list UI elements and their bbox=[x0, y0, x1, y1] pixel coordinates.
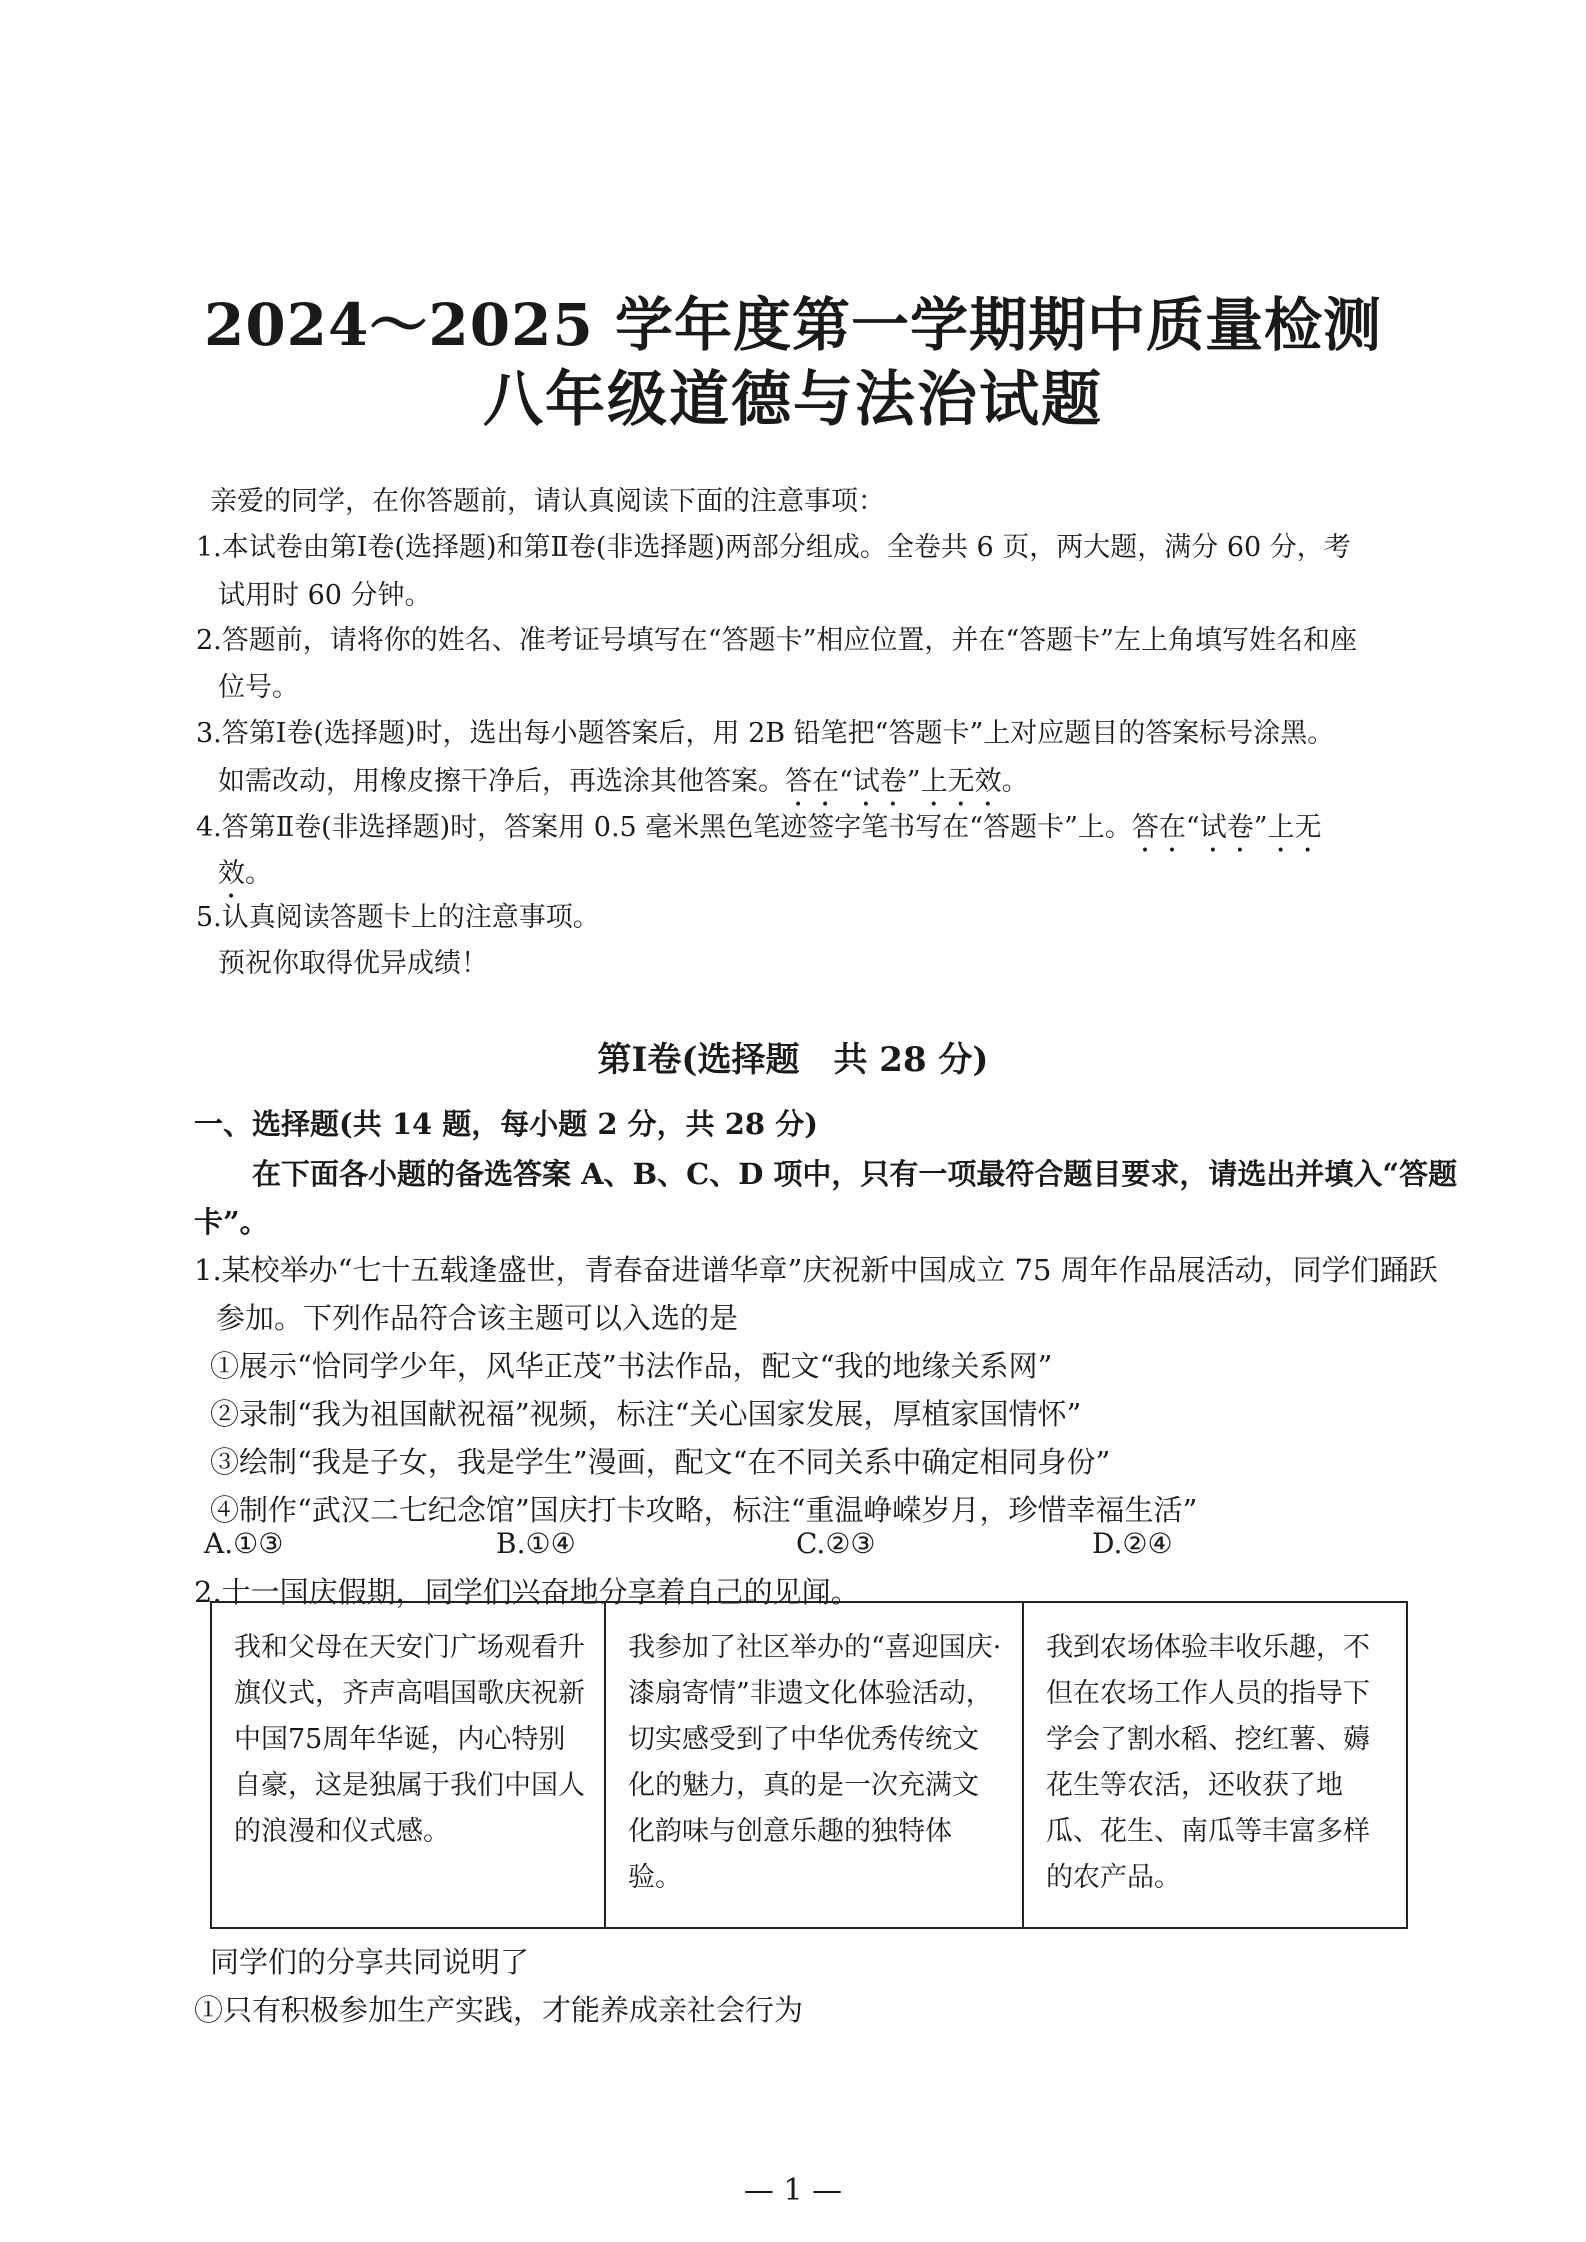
q2-share-cell-1: 我和父母在天安门广场观看升旗仪式，齐声高唱国歌庆祝新中国75周年华诞，内心特别自豪，这是独属于我们中国人的浪漫和仪式感。 bbox=[234, 1632, 585, 1847]
q1-stem: 1.某校举办“七十五载逢盛世，青春奋进谱华章”庆祝新中国成立 75 周年作品展活动，同学们踊跃 bbox=[194, 1253, 1438, 1287]
q1-statement-2: ②录制“我为祖国献祝福”视频，标注“关心国家发展，厚植家国情怀” bbox=[210, 1397, 1082, 1431]
q2-share-cell-2: 我参加了社区举办的“喜迎国庆·漆扇寄情”非遗文化体验活动，切实感受到了中华优秀传统文化的魅力，真的是一次充满文化韵味与创意乐趣的独特体验。 bbox=[604, 1603, 1022, 1927]
notice-item-4 bbox=[196, 812, 1322, 859]
exam-title: 2024～2025 学年度第一学期期中质量检测 bbox=[203, 291, 1383, 359]
notice-wish: 预祝你取得优异成绩！ bbox=[218, 948, 488, 979]
notice-item-3-emphasis: 答在“试卷”上无效。 bbox=[785, 766, 1029, 797]
q1-statement-4: ④制作“武汉二七纪念馆”国庆打卡攻略，标注“重温峥嵘岁月，珍惜幸福生活” bbox=[210, 1493, 1198, 1527]
q1-statement-1: ①展示“恰同学少年，风华正茂”书法作品，配文“我的地缘关系网” bbox=[210, 1349, 1053, 1383]
exam-subtitle: 八年级道德与法治试题 bbox=[483, 365, 1103, 435]
notice-item-1: 1.本试卷由第Ⅰ卷(选择题)和第Ⅱ卷(非选择题)两部分组成。全卷共 6 页，两大题，满分 60 分，考 bbox=[196, 532, 1351, 563]
q1-stem-cont: 参加。下列作品符合该主题可以入选的是 bbox=[216, 1301, 739, 1335]
instruction-line-1: 在下面各小题的备选答案 A、B、C、D 项中，只有一项最符合题目要求，请选出并填入“答题 bbox=[252, 1157, 1458, 1191]
q1-option-c: C.②③ bbox=[796, 1527, 876, 1560]
q2-lead: 同学们的分享共同说明了 bbox=[210, 1945, 530, 1979]
q2-stem: 2.十一国庆假期，同学们兴奋地分享着自己的见闻。 bbox=[194, 1575, 860, 1609]
notice-intro: 亲爱的同学，在你答题前，请认真阅读下面的注意事项： bbox=[210, 486, 885, 517]
q2-share-cell-3: 我到农场体验丰收乐趣，不但在农场工作人员的指导下学会了割水稻、挖红薯、薅花生等农活，还收获了地瓜、花生、南瓜等丰富多样的农产品。 bbox=[1022, 1603, 1406, 1927]
q1-option-a: A.①③ bbox=[204, 1527, 284, 1560]
notice-item-3: 3.答第Ⅰ卷(选择题)时，选出每小题答案后，用 2B 铅笔把“答题卡”上对应题目的答案标号涂黑。 bbox=[196, 718, 1335, 749]
notice-item-4-plain: 4.答第Ⅱ卷(非选择题)时，答案用 0.5 毫米黑色笔迹签字笔书写在“答题卡”上。 bbox=[196, 812, 1132, 843]
notice-item-4-end: 。 bbox=[245, 858, 272, 889]
notice-item-5: 5.认真阅读答题卡上的注意事项。 bbox=[196, 902, 600, 933]
q1-statement-3: ③绘制“我是子女，我是学生”漫画，配文“在不同关系中确定相同身份” bbox=[210, 1445, 1111, 1479]
notice-item-2-cont: 位号。 bbox=[218, 672, 299, 703]
notice-item-3-cont bbox=[218, 766, 1029, 813]
notice-item-4-emphasis: 答在“试卷”上无 bbox=[1131, 812, 1322, 843]
q2-statement-1: ①只有积极参加生产实践，才能养成亲社会行为 bbox=[194, 1993, 804, 2027]
q2-share-table bbox=[210, 1601, 1408, 1929]
notice-item-4-emphasis-cont: 效 bbox=[218, 858, 245, 889]
notice-item-2: 2.答题前，请将你的姓名、准考证号填写在“答题卡”相应位置，并在“答题卡”左上角填写姓名和座 bbox=[196, 625, 1357, 656]
instruction-line-2: 卡”。 bbox=[194, 1205, 269, 1239]
q1-option-d: D.②④ bbox=[1092, 1527, 1173, 1560]
q1-option-b: B.①④ bbox=[496, 1527, 576, 1560]
notice-item-1-cont: 试用时 60 分钟。 bbox=[218, 580, 432, 611]
notice-item-3-plain: 如需改动，用橡皮擦干净后，再选涂其他答案。 bbox=[218, 766, 785, 797]
part-title: 一、选择题(共 14 题，每小题 2 分，共 28 分) bbox=[194, 1107, 818, 1141]
page-number: — 1 — bbox=[743, 2173, 843, 2208]
notice-item-4-cont bbox=[218, 858, 272, 905]
section-heading: 第Ⅰ卷(选择题 共 28 分) bbox=[597, 1040, 989, 1080]
